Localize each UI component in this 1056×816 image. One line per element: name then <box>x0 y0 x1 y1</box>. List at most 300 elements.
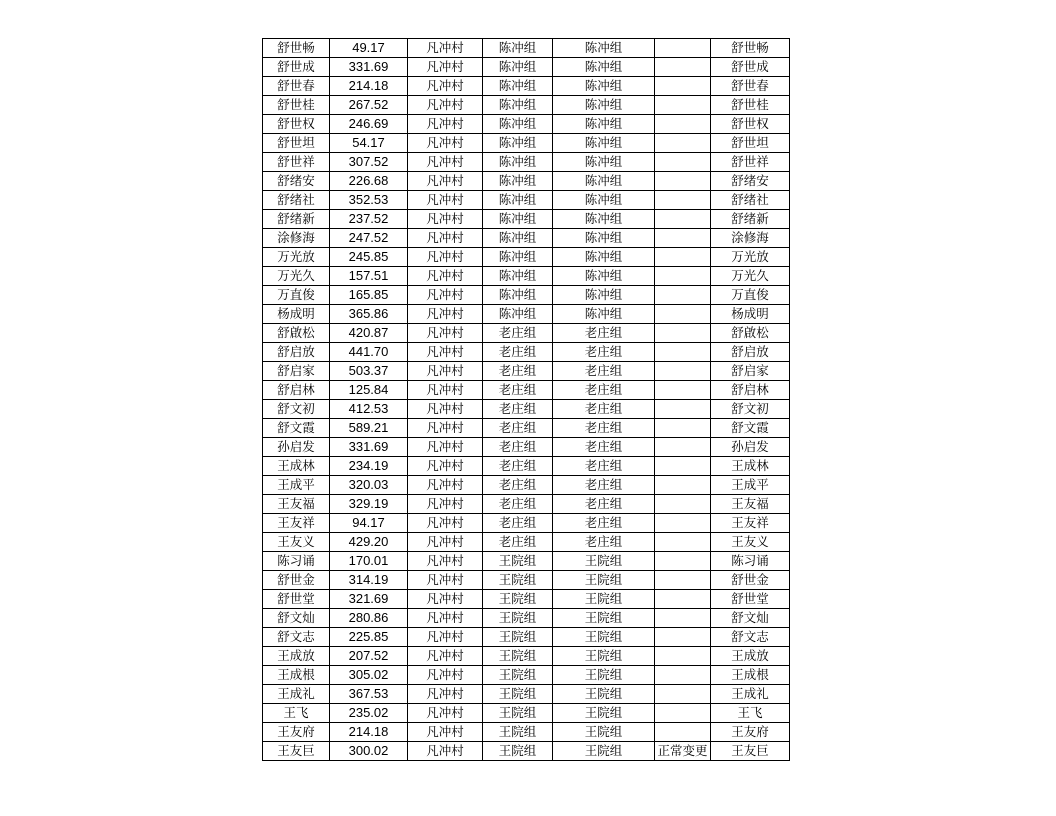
contractor-name-cell: 涂修海 <box>711 229 790 248</box>
land-register-table <box>262 38 790 761</box>
group-cell-2: 陈冲组 <box>553 134 655 153</box>
area-cell: 420.87 <box>330 324 408 343</box>
area-cell: 429.20 <box>330 533 408 552</box>
group-cell: 老庄组 <box>483 514 553 533</box>
table-row <box>263 533 790 552</box>
contractor-name-cell: 万光放 <box>711 248 790 267</box>
area-cell: 170.01 <box>330 552 408 571</box>
table-row <box>263 571 790 590</box>
table-row <box>263 115 790 134</box>
area-cell: 412.53 <box>330 400 408 419</box>
village-cell: 凡冲村 <box>408 495 483 514</box>
group-cell: 老庄组 <box>483 324 553 343</box>
owner-name-cell: 王成平 <box>263 476 330 495</box>
table-row <box>263 590 790 609</box>
area-cell: 314.19 <box>330 571 408 590</box>
table-row <box>263 381 790 400</box>
group-cell: 老庄组 <box>483 419 553 438</box>
area-cell: 54.17 <box>330 134 408 153</box>
area-cell: 300.02 <box>330 742 408 761</box>
note-cell <box>655 191 711 210</box>
note-cell <box>655 286 711 305</box>
group-cell: 王院组 <box>483 552 553 571</box>
area-cell: 245.85 <box>330 248 408 267</box>
contractor-name-cell: 舒世畅 <box>711 39 790 58</box>
owner-name-cell: 王友祥 <box>263 514 330 533</box>
table-row <box>263 552 790 571</box>
note-cell <box>655 457 711 476</box>
village-cell: 凡冲村 <box>408 400 483 419</box>
table-row <box>263 267 790 286</box>
owner-name-cell: 舒文志 <box>263 628 330 647</box>
owner-name-cell: 舒文初 <box>263 400 330 419</box>
group-cell-2: 王院组 <box>553 723 655 742</box>
contractor-name-cell: 舒启放 <box>711 343 790 362</box>
note-cell <box>655 438 711 457</box>
contractor-name-cell: 舒文志 <box>711 628 790 647</box>
note-cell <box>655 229 711 248</box>
contractor-name-cell: 王友府 <box>711 723 790 742</box>
table-row <box>263 495 790 514</box>
table-row <box>263 248 790 267</box>
village-cell: 凡冲村 <box>408 609 483 628</box>
note-cell <box>655 514 711 533</box>
village-cell: 凡冲村 <box>408 514 483 533</box>
table-row <box>263 134 790 153</box>
table-row <box>263 58 790 77</box>
note-cell <box>655 305 711 324</box>
group-cell: 老庄组 <box>483 400 553 419</box>
group-cell: 陈冲组 <box>483 229 553 248</box>
village-cell: 凡冲村 <box>408 381 483 400</box>
owner-name-cell: 舒世畅 <box>263 39 330 58</box>
owner-name-cell: 陈习诵 <box>263 552 330 571</box>
village-cell: 凡冲村 <box>408 324 483 343</box>
contractor-name-cell: 杨成明 <box>711 305 790 324</box>
group-cell-2: 老庄组 <box>553 400 655 419</box>
contractor-name-cell: 王成林 <box>711 457 790 476</box>
group-cell: 王院组 <box>483 742 553 761</box>
table-row <box>263 153 790 172</box>
group-cell: 老庄组 <box>483 476 553 495</box>
area-cell: 352.53 <box>330 191 408 210</box>
group-cell: 王院组 <box>483 628 553 647</box>
area-cell: 365.86 <box>330 305 408 324</box>
owner-name-cell: 孙启发 <box>263 438 330 457</box>
village-cell: 凡冲村 <box>408 134 483 153</box>
table-row <box>263 666 790 685</box>
note-cell <box>655 267 711 286</box>
contractor-name-cell: 舒啟松 <box>711 324 790 343</box>
note-cell <box>655 571 711 590</box>
table-row <box>263 172 790 191</box>
group-cell-2: 王院组 <box>553 685 655 704</box>
village-cell: 凡冲村 <box>408 742 483 761</box>
village-cell: 凡冲村 <box>408 552 483 571</box>
group-cell-2: 陈冲组 <box>553 172 655 191</box>
note-cell <box>655 210 711 229</box>
table-row <box>263 723 790 742</box>
village-cell: 凡冲村 <box>408 666 483 685</box>
group-cell: 老庄组 <box>483 343 553 362</box>
contractor-name-cell: 舒世春 <box>711 77 790 96</box>
owner-name-cell: 王友巨 <box>263 742 330 761</box>
owner-name-cell: 涂修海 <box>263 229 330 248</box>
group-cell-2: 王院组 <box>553 628 655 647</box>
note-cell <box>655 324 711 343</box>
contractor-name-cell: 舒文灿 <box>711 609 790 628</box>
table-row <box>263 191 790 210</box>
note-cell <box>655 495 711 514</box>
group-cell-2: 老庄组 <box>553 457 655 476</box>
contractor-name-cell: 王成放 <box>711 647 790 666</box>
group-cell: 陈冲组 <box>483 96 553 115</box>
group-cell: 王院组 <box>483 704 553 723</box>
owner-name-cell: 舒绪安 <box>263 172 330 191</box>
contractor-name-cell: 王成礼 <box>711 685 790 704</box>
group-cell-2: 王院组 <box>553 552 655 571</box>
table-body <box>263 39 790 761</box>
group-cell: 王院组 <box>483 590 553 609</box>
owner-name-cell: 王成礼 <box>263 685 330 704</box>
table-row <box>263 609 790 628</box>
group-cell-2: 陈冲组 <box>553 153 655 172</box>
note-cell <box>655 533 711 552</box>
group-cell-2: 陈冲组 <box>553 267 655 286</box>
village-cell: 凡冲村 <box>408 419 483 438</box>
group-cell: 老庄组 <box>483 381 553 400</box>
village-cell: 凡冲村 <box>408 647 483 666</box>
note-cell <box>655 134 711 153</box>
group-cell: 陈冲组 <box>483 286 553 305</box>
note-cell <box>655 39 711 58</box>
area-cell: 589.21 <box>330 419 408 438</box>
group-cell: 陈冲组 <box>483 172 553 191</box>
group-cell: 王院组 <box>483 571 553 590</box>
area-cell: 157.51 <box>330 267 408 286</box>
area-cell: 503.37 <box>330 362 408 381</box>
area-cell: 94.17 <box>330 514 408 533</box>
village-cell: 凡冲村 <box>408 286 483 305</box>
note-cell <box>655 628 711 647</box>
area-cell: 307.52 <box>330 153 408 172</box>
group-cell: 老庄组 <box>483 495 553 514</box>
group-cell: 老庄组 <box>483 362 553 381</box>
owner-name-cell: 王友福 <box>263 495 330 514</box>
area-cell: 234.19 <box>330 457 408 476</box>
group-cell: 陈冲组 <box>483 77 553 96</box>
table-row <box>263 438 790 457</box>
village-cell: 凡冲村 <box>408 723 483 742</box>
table-row <box>263 400 790 419</box>
owner-name-cell: 舒世权 <box>263 115 330 134</box>
group-cell-2: 老庄组 <box>553 419 655 438</box>
group-cell-2: 老庄组 <box>553 495 655 514</box>
village-cell: 凡冲村 <box>408 362 483 381</box>
contractor-name-cell: 舒文霞 <box>711 419 790 438</box>
area-cell: 225.85 <box>330 628 408 647</box>
group-cell-2: 陈冲组 <box>553 191 655 210</box>
note-cell: 正常变更 <box>655 742 711 761</box>
owner-name-cell: 舒世坦 <box>263 134 330 153</box>
note-cell <box>655 723 711 742</box>
village-cell: 凡冲村 <box>408 685 483 704</box>
contractor-name-cell: 王飞 <box>711 704 790 723</box>
group-cell: 老庄组 <box>483 457 553 476</box>
note-cell <box>655 647 711 666</box>
contractor-name-cell: 万光久 <box>711 267 790 286</box>
area-cell: 267.52 <box>330 96 408 115</box>
area-cell: 237.52 <box>330 210 408 229</box>
group-cell-2: 王院组 <box>553 590 655 609</box>
note-cell <box>655 685 711 704</box>
contractor-name-cell: 陈习诵 <box>711 552 790 571</box>
owner-name-cell: 万直俊 <box>263 286 330 305</box>
owner-name-cell: 舒啟松 <box>263 324 330 343</box>
group-cell: 陈冲组 <box>483 39 553 58</box>
note-cell <box>655 419 711 438</box>
group-cell-2: 王院组 <box>553 571 655 590</box>
note-cell <box>655 590 711 609</box>
village-cell: 凡冲村 <box>408 172 483 191</box>
area-cell: 226.68 <box>330 172 408 191</box>
contractor-name-cell: 舒绪安 <box>711 172 790 191</box>
owner-name-cell: 舒文灿 <box>263 609 330 628</box>
owner-name-cell: 舒文霞 <box>263 419 330 438</box>
group-cell-2: 陈冲组 <box>553 286 655 305</box>
group-cell-2: 陈冲组 <box>553 77 655 96</box>
note-cell <box>655 96 711 115</box>
group-cell-2: 老庄组 <box>553 476 655 495</box>
contractor-name-cell: 舒世祥 <box>711 153 790 172</box>
contractor-name-cell: 舒启林 <box>711 381 790 400</box>
village-cell: 凡冲村 <box>408 153 483 172</box>
village-cell: 凡冲村 <box>408 229 483 248</box>
owner-name-cell: 舒启林 <box>263 381 330 400</box>
area-cell: 214.18 <box>330 723 408 742</box>
contractor-name-cell: 王成平 <box>711 476 790 495</box>
area-cell: 321.69 <box>330 590 408 609</box>
group-cell-2: 老庄组 <box>553 533 655 552</box>
village-cell: 凡冲村 <box>408 248 483 267</box>
contractor-name-cell: 舒世金 <box>711 571 790 590</box>
village-cell: 凡冲村 <box>408 305 483 324</box>
contractor-name-cell: 舒世桂 <box>711 96 790 115</box>
contractor-name-cell: 王友祥 <box>711 514 790 533</box>
area-cell: 280.86 <box>330 609 408 628</box>
contractor-name-cell: 舒文初 <box>711 400 790 419</box>
table-row <box>263 628 790 647</box>
area-cell: 246.69 <box>330 115 408 134</box>
village-cell: 凡冲村 <box>408 58 483 77</box>
group-cell-2: 陈冲组 <box>553 115 655 134</box>
table-row <box>263 742 790 761</box>
table-row <box>263 704 790 723</box>
village-cell: 凡冲村 <box>408 438 483 457</box>
note-cell <box>655 704 711 723</box>
note-cell <box>655 381 711 400</box>
group-cell-2: 老庄组 <box>553 343 655 362</box>
group-cell-2: 王院组 <box>553 704 655 723</box>
contractor-name-cell: 舒世成 <box>711 58 790 77</box>
group-cell-2: 陈冲组 <box>553 229 655 248</box>
table-row <box>263 647 790 666</box>
group-cell-2: 老庄组 <box>553 381 655 400</box>
table-row <box>263 324 790 343</box>
note-cell <box>655 153 711 172</box>
table-row <box>263 286 790 305</box>
contractor-name-cell: 孙启发 <box>711 438 790 457</box>
owner-name-cell: 王友府 <box>263 723 330 742</box>
owner-name-cell: 舒启放 <box>263 343 330 362</box>
owner-name-cell: 舒世桂 <box>263 96 330 115</box>
area-cell: 305.02 <box>330 666 408 685</box>
area-cell: 207.52 <box>330 647 408 666</box>
contractor-name-cell: 舒启家 <box>711 362 790 381</box>
group-cell-2: 陈冲组 <box>553 39 655 58</box>
table-row <box>263 210 790 229</box>
contractor-name-cell: 王友义 <box>711 533 790 552</box>
group-cell-2: 陈冲组 <box>553 210 655 229</box>
village-cell: 凡冲村 <box>408 457 483 476</box>
group-cell-2: 王院组 <box>553 742 655 761</box>
village-cell: 凡冲村 <box>408 590 483 609</box>
area-cell: 247.52 <box>330 229 408 248</box>
area-cell: 320.03 <box>330 476 408 495</box>
contractor-name-cell: 万直俊 <box>711 286 790 305</box>
group-cell: 陈冲组 <box>483 115 553 134</box>
area-cell: 329.19 <box>330 495 408 514</box>
owner-name-cell: 万光久 <box>263 267 330 286</box>
table-row <box>263 362 790 381</box>
note-cell <box>655 666 711 685</box>
table-row <box>263 419 790 438</box>
group-cell: 王院组 <box>483 723 553 742</box>
table-row <box>263 39 790 58</box>
village-cell: 凡冲村 <box>408 77 483 96</box>
village-cell: 凡冲村 <box>408 704 483 723</box>
table-row <box>263 305 790 324</box>
group-cell: 陈冲组 <box>483 134 553 153</box>
group-cell-2: 老庄组 <box>553 324 655 343</box>
contractor-name-cell: 舒绪新 <box>711 210 790 229</box>
table-row <box>263 343 790 362</box>
note-cell <box>655 400 711 419</box>
village-cell: 凡冲村 <box>408 533 483 552</box>
owner-name-cell: 王友义 <box>263 533 330 552</box>
group-cell: 陈冲组 <box>483 248 553 267</box>
contractor-name-cell: 舒世坦 <box>711 134 790 153</box>
village-cell: 凡冲村 <box>408 210 483 229</box>
area-cell: 235.02 <box>330 704 408 723</box>
area-cell: 331.69 <box>330 58 408 77</box>
table-row <box>263 685 790 704</box>
owner-name-cell: 舒绪新 <box>263 210 330 229</box>
contractor-name-cell: 王友福 <box>711 495 790 514</box>
owner-name-cell: 舒绪社 <box>263 191 330 210</box>
note-cell <box>655 343 711 362</box>
village-cell: 凡冲村 <box>408 96 483 115</box>
village-cell: 凡冲村 <box>408 191 483 210</box>
village-cell: 凡冲村 <box>408 628 483 647</box>
village-cell: 凡冲村 <box>408 343 483 362</box>
group-cell-2: 王院组 <box>553 647 655 666</box>
group-cell: 王院组 <box>483 609 553 628</box>
note-cell <box>655 115 711 134</box>
group-cell: 陈冲组 <box>483 267 553 286</box>
contractor-name-cell: 王友巨 <box>711 742 790 761</box>
area-cell: 331.69 <box>330 438 408 457</box>
area-cell: 49.17 <box>330 39 408 58</box>
group-cell-2: 陈冲组 <box>553 305 655 324</box>
table-row <box>263 96 790 115</box>
area-cell: 125.84 <box>330 381 408 400</box>
village-cell: 凡冲村 <box>408 476 483 495</box>
village-cell: 凡冲村 <box>408 115 483 134</box>
note-cell <box>655 58 711 77</box>
group-cell-2: 老庄组 <box>553 362 655 381</box>
group-cell: 老庄组 <box>483 438 553 457</box>
owner-name-cell: 舒世成 <box>263 58 330 77</box>
owner-name-cell: 王成放 <box>263 647 330 666</box>
group-cell-2: 陈冲组 <box>553 96 655 115</box>
group-cell: 陈冲组 <box>483 191 553 210</box>
contractor-name-cell: 舒世堂 <box>711 590 790 609</box>
group-cell: 王院组 <box>483 685 553 704</box>
note-cell <box>655 609 711 628</box>
group-cell: 陈冲组 <box>483 305 553 324</box>
owner-name-cell: 舒世祥 <box>263 153 330 172</box>
area-cell: 214.18 <box>330 77 408 96</box>
table-row <box>263 77 790 96</box>
group-cell: 陈冲组 <box>483 210 553 229</box>
group-cell-2: 老庄组 <box>553 514 655 533</box>
area-cell: 165.85 <box>330 286 408 305</box>
table-row <box>263 457 790 476</box>
group-cell: 陈冲组 <box>483 153 553 172</box>
owner-name-cell: 王成林 <box>263 457 330 476</box>
group-cell-2: 陈冲组 <box>553 248 655 267</box>
group-cell: 陈冲组 <box>483 58 553 77</box>
table-row <box>263 229 790 248</box>
table-row <box>263 514 790 533</box>
owner-name-cell: 万光放 <box>263 248 330 267</box>
owner-name-cell: 舒世金 <box>263 571 330 590</box>
village-cell: 凡冲村 <box>408 571 483 590</box>
group-cell-2: 王院组 <box>553 609 655 628</box>
contractor-name-cell: 舒绪社 <box>711 191 790 210</box>
group-cell-2: 陈冲组 <box>553 58 655 77</box>
note-cell <box>655 248 711 267</box>
note-cell <box>655 552 711 571</box>
note-cell <box>655 172 711 191</box>
contractor-name-cell: 舒世权 <box>711 115 790 134</box>
contractor-name-cell: 王成根 <box>711 666 790 685</box>
note-cell <box>655 362 711 381</box>
group-cell-2: 老庄组 <box>553 438 655 457</box>
note-cell <box>655 476 711 495</box>
village-cell: 凡冲村 <box>408 267 483 286</box>
area-cell: 367.53 <box>330 685 408 704</box>
table-row <box>263 476 790 495</box>
group-cell: 王院组 <box>483 647 553 666</box>
owner-name-cell: 王成根 <box>263 666 330 685</box>
group-cell-2: 王院组 <box>553 666 655 685</box>
owner-name-cell: 舒世春 <box>263 77 330 96</box>
note-cell <box>655 77 711 96</box>
group-cell: 老庄组 <box>483 533 553 552</box>
owner-name-cell: 舒启家 <box>263 362 330 381</box>
